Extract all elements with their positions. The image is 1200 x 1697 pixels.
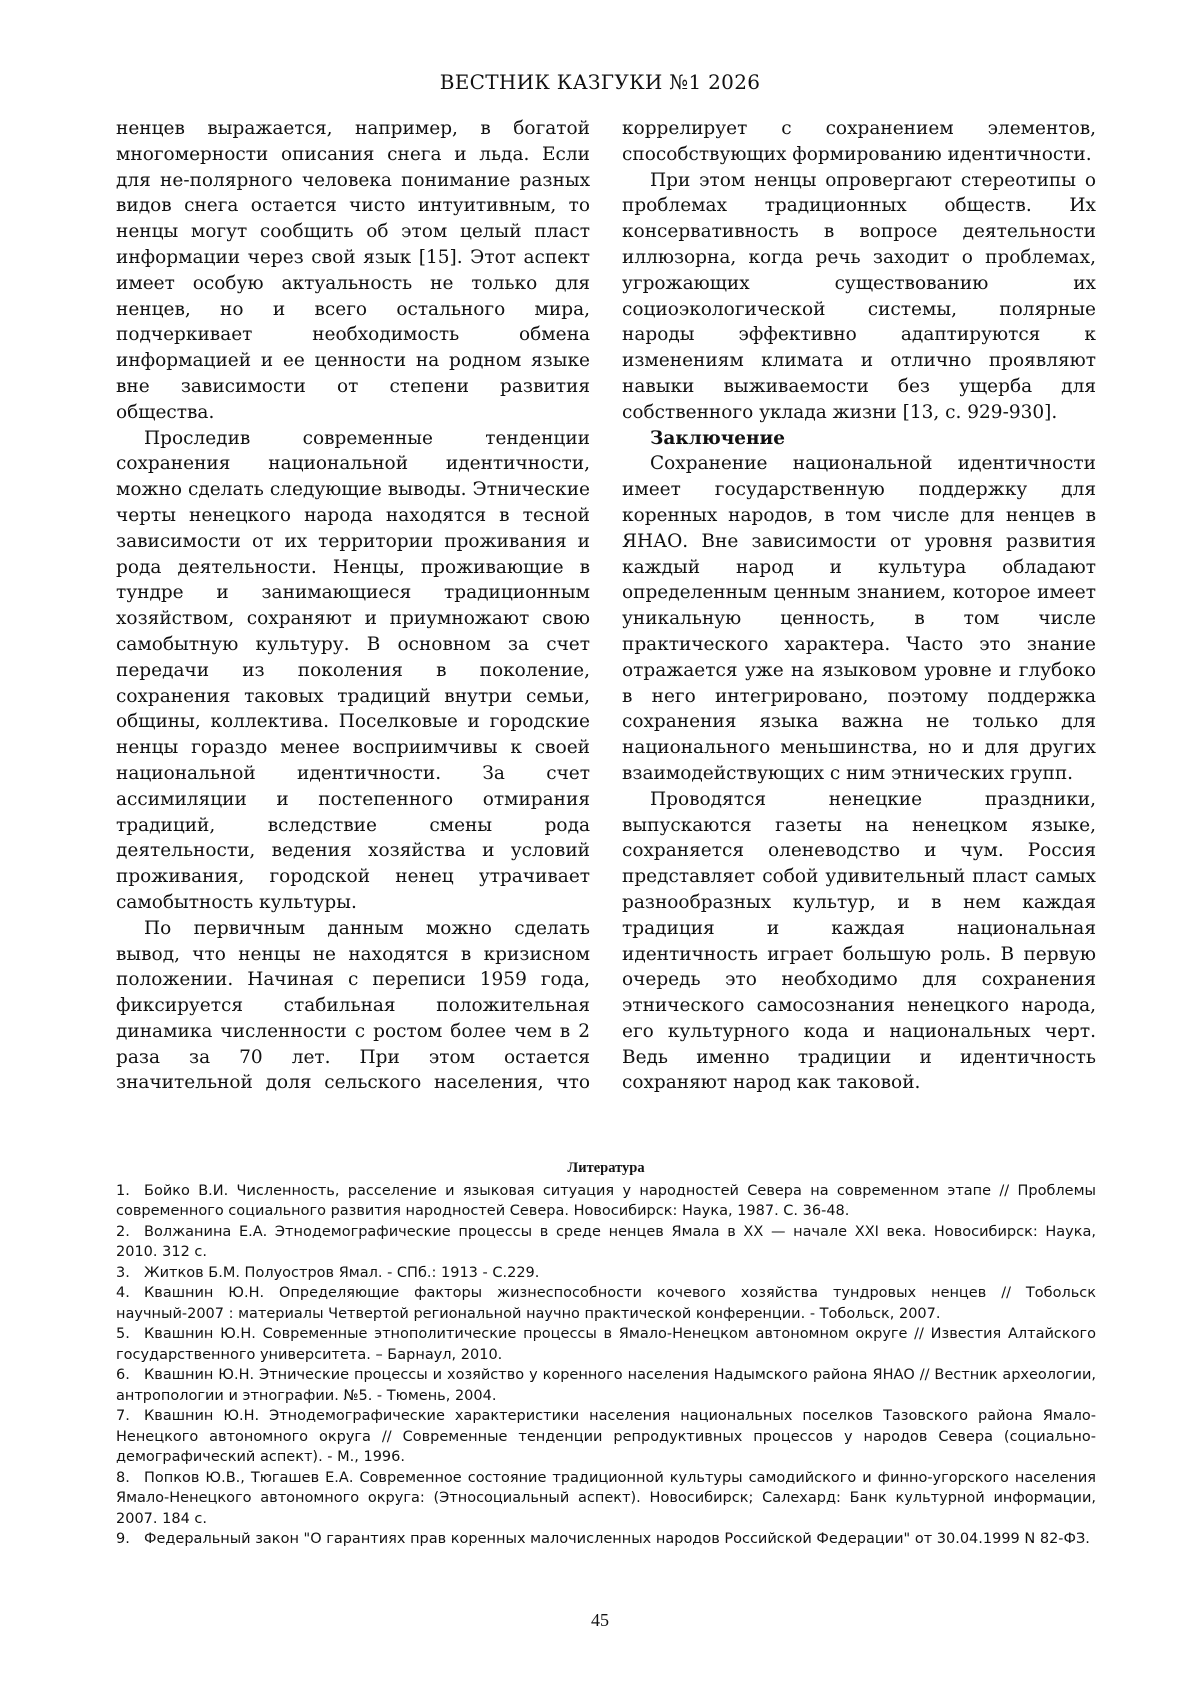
reference-item — [116, 1324, 1096, 1365]
body-paragraph: Проследив современные тенденции сохранения национальной идентичности, можно сделать следующие выводы. Этнические черты ненецкого народа находятся в тесной зависимости от их территории проживания и рода деятельности. Ненцы, проживающие в тундре и занимающиеся традиционным хозяйством, сохраняют и приумножают свою самобытную культуру. В основном за счет передачи из поколения в поколение, сохранения таковых традиций внутри семьи, общины, коллектива. Поселковые и городские ненцы гораздо менее восприимчивы к своей национальной идентичности. За счет ассимиляции и постепенного отмирания традиций, вследствие смены рода деятельности, ведения хозяйства и условий проживания, городской ненец утрачивает самобытность культуры. — [116, 427, 590, 913]
reference-item — [116, 1263, 1096, 1284]
reference-number: 2. — [116, 1223, 130, 1240]
reference-number: 9. — [116, 1531, 130, 1547]
page-number: 45 — [591, 1610, 609, 1630]
reference-item — [116, 1406, 1096, 1468]
conclusion-paragraph: Сохранение национальной идентичности имеет государственную поддержку для коренных народов, в том числе для ненцев в ЯНАО. Вне зависимости от уровня развития каждый народ и культура обладают определенным ценным знанием, которое имеет уникальную ценность, в том числе практического характера. Часто это знание отражается уже на языковом уровне и глубоко в него интегрировано, поэтому поддержка сохранения языка важна не только для национального меньшинства, но и для других взаимодействующих с ним этнических групп. — [622, 453, 1096, 784]
reference-text: Федеральный закон "О гарантиях прав коренных малочисленных народов Российской Федерации" от 30.04.1999 N 82-ФЗ. — [144, 1531, 1090, 1547]
reference-number: 5. — [116, 1326, 130, 1342]
reference-text: Квашнин Ю.Н. Современные этнополитические процессы в Ямало-Ненецком автономном округе // Известия Алтайского государственного университета. – Барнаул, 2010. — [116, 1326, 1096, 1363]
reference-item — [116, 1529, 1096, 1550]
reference-number: 1. — [116, 1182, 130, 1199]
reference-number: 6. — [116, 1367, 130, 1383]
references-section — [116, 1158, 1096, 1550]
article-body — [116, 116, 1096, 1131]
body-paragraph: ненцев выражается, например, в богатой многомерности описания снега и льда. Если для не-полярного человека понимание разных видов снега остается чисто интуитивным, то ненцы могут сообщить об этом целый пласт информации через свой язык [15]. Этот аспект имеет особую актуальность не только для ненцев, но и всего остального мира, подчеркивает необходимость обмена информацией и ее ценности на родном языке вне зависимости от степени развития общества. — [116, 118, 590, 423]
reference-text: Попков Ю.В., Тюгашев Е.А. Современное состояние традиционной культуры самодийского и финно-угорского населения Ямало-Ненецкого автономного округа: (Этносоциальный аспект). Новосибирск; Салехард: Банк культурной информации, 2007. 184 с. — [116, 1469, 1096, 1527]
body-paragraph: При этом ненцы опровергают стереотипы о проблемах традиционных обществ. Их консервативность в вопросе деятельности иллюзорна, когда речь заходит о проблемах, угрожающих существованию их социоэкологической системы, полярные народы эффективно адаптируются к изменениям климата и отлично проявляют навыки выживаемости без ущерба для собственного уклада жизни [13, с. 929-930]. — [622, 169, 1096, 423]
conclusion-paragraph: Проводятся ненецкие праздники, выпускаются газеты на ненецком языке, сохраняется оленеводство и чум. Россия представляет собой удивительный пласт самых разнообразных культур, и в нем каждая традиция и каждая национальная идентичность играет большую роль. В первую очередь это необходимо для сохранения этнического самосознания ненецкого народа, его культурного кода и национальных черт. Ведь именно традиции и идентичность сохраняют народ как таковой. — [622, 788, 1096, 1094]
reference-text: Бойко В.И. Численность, расселение и языковая ситуация у народностей Севера на современном этапе // Проблемы современного социального развития народностей Севера. Новосибирск: Наука, 1987. С. 36-48. — [116, 1182, 1096, 1219]
reference-item — [116, 1181, 1096, 1222]
reference-item — [116, 1283, 1096, 1324]
reference-text: Квашнин Ю.Н. Определяющие факторы жизнеспособности кочевого хозяйства тундровых ненцев // Тобольск научный-2007 : материалы Четвертой региональной научно практической конференции. - Тобольск, 2007. — [116, 1285, 1096, 1322]
reference-item — [116, 1468, 1096, 1530]
references-title: Литература — [567, 1160, 645, 1176]
reference-number: 8. — [116, 1469, 130, 1486]
running-header: ВЕСТНИК КАЗГУКИ №1 2026 — [439, 70, 761, 94]
reference-text: Квашнин Ю.Н. Этнические процессы и хозяйство у коренного населения Надымского района ЯНАО // Вестник археологии, антропологии и этнографии. №5. - Тюмень, 2004. — [116, 1367, 1096, 1404]
reference-text: Волжанина Е.А. Этнодемографические процессы в среде ненцев Ямала в XX — начале XXI века. Новосибирск: Наука, 2010. 312 с. — [116, 1223, 1096, 1260]
conclusion-heading: Заключение — [650, 427, 786, 449]
reference-text: Квашнин Ю.Н. Этнодемографические характеристики населения национальных поселков Тазовского района Ямало-Ненецкого автономного округа // Современные тенденции репродуктивных процессов у народов Севера (социально-демографический аспект). - М., 1996. — [116, 1408, 1096, 1465]
references-list — [116, 1181, 1096, 1550]
reference-item — [116, 1365, 1096, 1406]
reference-item — [116, 1222, 1096, 1263]
reference-number: 4. — [116, 1285, 130, 1301]
body-paragraph: По первичным данным можно сделать вывод, что ненцы не находятся в кризисном положении. Начиная с переписи 1959 года, фиксируется стабильная положительная динамика численности с ростом более чем в 2 раза за 70 лет. При этом остается значительной доля сельского населения, что коррелирует с сохранением элементов, способствующих формированию идентичности. — [116, 118, 1096, 1094]
reference-text: Житков Б.М. Полуостров Ямал. - СПб.: 1913 - С.229. — [144, 1264, 540, 1281]
reference-number: 3. — [116, 1264, 130, 1281]
reference-number: 7. — [116, 1408, 130, 1424]
